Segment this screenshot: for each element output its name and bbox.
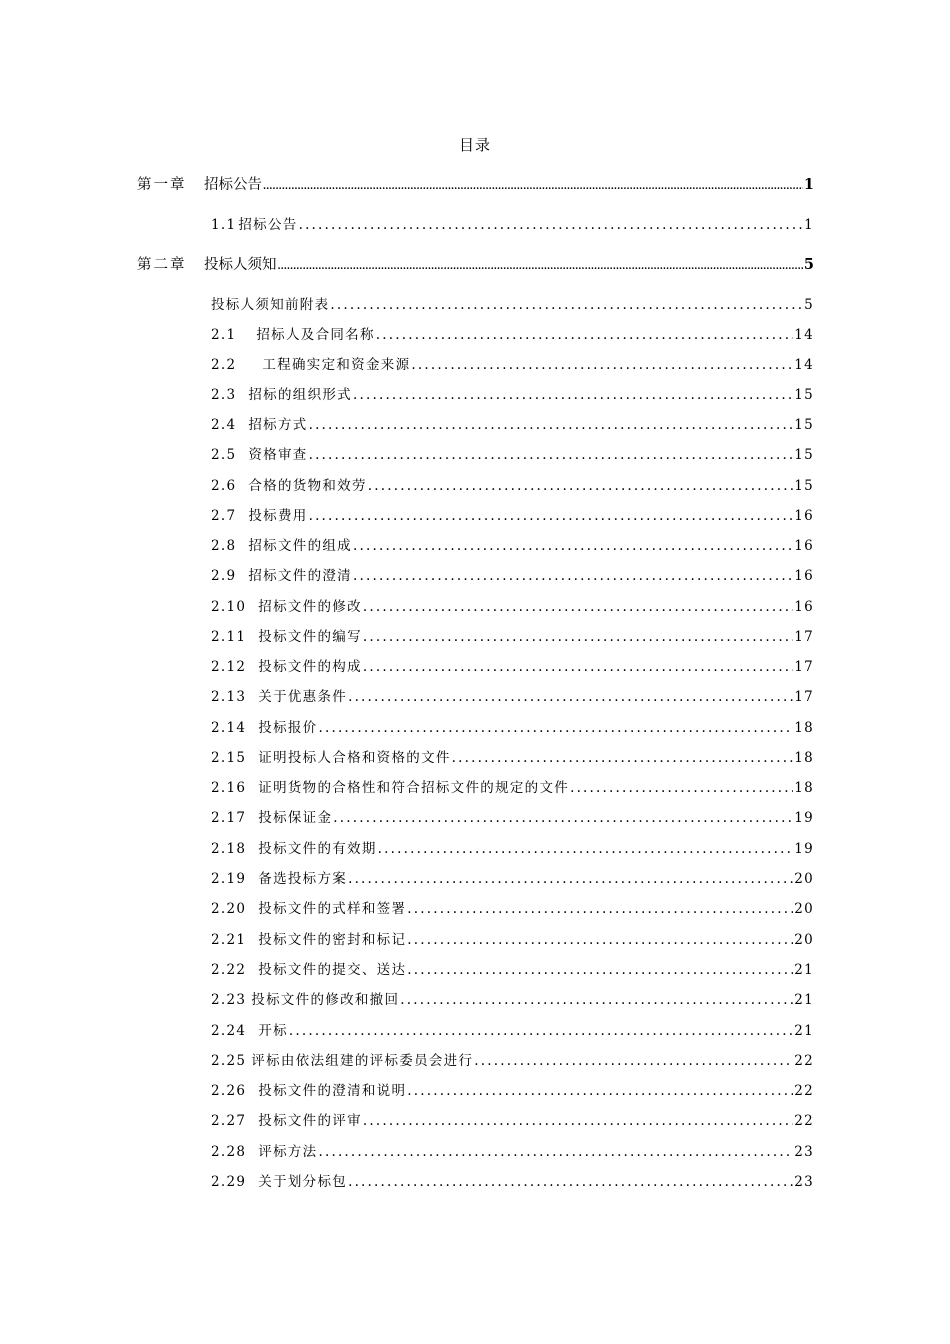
toc-section-entry[interactable] xyxy=(211,1140,814,1160)
toc-page-number: 16 xyxy=(794,599,814,615)
toc-entry-text: 招标公告 xyxy=(204,177,262,193)
dot-leader xyxy=(348,689,793,705)
toc-entry-label xyxy=(211,1140,317,1160)
toc-entry-label xyxy=(211,1109,362,1129)
dot-leader xyxy=(309,417,794,433)
toc-entry-text: 投标文件的提交、送达 xyxy=(258,962,407,978)
dot-leader xyxy=(289,1023,793,1039)
toc-entry-number: 2.1 xyxy=(211,327,237,343)
toc-entry-number: 2.28 xyxy=(211,1144,247,1160)
toc-page-number: 15 xyxy=(794,447,814,463)
toc-section-entry[interactable] xyxy=(211,474,814,494)
dot-leader xyxy=(407,901,793,917)
toc-page-number: 1 xyxy=(803,176,814,193)
toc-entry-label xyxy=(211,443,308,463)
toc-section-entry[interactable] xyxy=(211,1170,814,1190)
dot-leader xyxy=(330,297,803,313)
toc-entry-text: 招标的组织形式 xyxy=(248,387,352,403)
toc-page-number: 19 xyxy=(794,841,814,857)
toc-entry-text: 招标公告 xyxy=(238,217,298,233)
toc-page-number: 22 xyxy=(794,1113,814,1129)
dot-leader xyxy=(411,357,793,373)
toc-entry-text: 评标由依法组建的评标委员会进行 xyxy=(251,1053,474,1069)
toc-entry-number: 2.9 xyxy=(211,568,237,584)
toc-entry-number: 2.22 xyxy=(211,962,247,978)
toc-page-number: 19 xyxy=(794,810,814,826)
toc-page-number: 20 xyxy=(794,901,814,917)
toc-entry-text: 开标 xyxy=(258,1023,288,1039)
toc-page-number: 15 xyxy=(794,478,814,494)
toc-entry-text: 投标文件的有效期 xyxy=(258,841,377,857)
toc-entry-text: 合格的货物和效劳 xyxy=(248,478,367,494)
toc-section-entry[interactable] xyxy=(211,383,814,403)
dot-leader xyxy=(318,1144,793,1160)
toc-page-number: 15 xyxy=(794,387,814,403)
toc-entry-text: 关于划分标包 xyxy=(258,1174,348,1190)
toc-entry-label xyxy=(211,383,352,403)
dot-leader xyxy=(348,871,793,887)
toc-section-entry[interactable] xyxy=(211,1079,814,1099)
toc-page-number: 20 xyxy=(794,932,814,948)
toc-entry-number: 2.6 xyxy=(211,478,237,494)
toc-section-entry[interactable] xyxy=(211,443,814,463)
dot-leader xyxy=(353,387,793,403)
dot-leader xyxy=(363,599,793,615)
toc-page-number: 18 xyxy=(794,750,814,766)
dot-leader xyxy=(363,1113,793,1129)
toc-entry-number: 2.5 xyxy=(211,447,237,463)
toc-entry-text: 投标报价 xyxy=(258,720,318,736)
dot-leader xyxy=(474,1053,793,1069)
toc-page-number: 5 xyxy=(803,256,814,273)
toc-entry-text: 投标人须知前附表 xyxy=(211,297,330,313)
toc-section-entry[interactable] xyxy=(211,534,814,554)
toc-section-entry[interactable] xyxy=(211,867,814,887)
toc-entry-text: 招标文件的组成 xyxy=(248,538,352,554)
toc-entry-number: 2.24 xyxy=(211,1023,247,1039)
toc-entry-number: 2.19 xyxy=(211,871,247,887)
toc-page-number: 14 xyxy=(794,327,814,343)
toc-entry-number: 2.18 xyxy=(211,841,247,857)
toc-entry-number: 2.3 xyxy=(211,387,237,403)
toc-entry-text: 招标方式 xyxy=(248,417,308,433)
toc-entry-label xyxy=(211,1019,288,1039)
toc-page-number: 23 xyxy=(794,1174,814,1190)
dot-leader xyxy=(376,327,793,343)
toc-page-number: 5 xyxy=(804,297,814,313)
toc-entry-text: 关于优惠条件 xyxy=(258,689,348,705)
toc-entry-label xyxy=(211,474,367,494)
dot-leader xyxy=(353,538,793,554)
toc-entry-label xyxy=(211,928,406,948)
toc-entry-text: 评标方法 xyxy=(258,1144,318,1160)
toc-entry-label xyxy=(211,958,406,978)
dot-leader xyxy=(263,177,803,193)
toc-page-number: 22 xyxy=(794,1083,814,1099)
toc-page-number: 18 xyxy=(794,780,814,796)
dot-leader xyxy=(407,932,793,948)
toc-section-entry[interactable] xyxy=(211,1019,814,1039)
toc-entry-label xyxy=(211,564,352,584)
toc-page-number: 21 xyxy=(794,992,814,1008)
toc-entry-text: 投标文件的密封和标记 xyxy=(258,932,407,948)
toc-entry-text: 招标人及合同名称 xyxy=(256,327,375,343)
toc-page-number: 20 xyxy=(794,871,814,887)
toc-entry-number: 2.4 xyxy=(211,417,237,433)
toc-entry-number: 2.13 xyxy=(211,689,247,705)
toc-entry-text: 投标文件的编写 xyxy=(258,629,362,645)
toc-entry-number: 2.12 xyxy=(211,659,247,675)
dot-leader xyxy=(309,447,794,463)
toc-entry-label xyxy=(211,293,329,313)
toc-entry-text: 投标费用 xyxy=(248,508,308,524)
toc-section-entry[interactable] xyxy=(211,595,814,615)
dot-leader xyxy=(363,629,793,645)
toc-section-entry[interactable] xyxy=(211,504,814,524)
toc-entry-label xyxy=(211,353,410,373)
toc-section-entry[interactable] xyxy=(211,988,814,1008)
toc-entry-text: 资格审查 xyxy=(248,447,308,463)
toc-entry-label xyxy=(211,1170,347,1190)
toc-entry-label xyxy=(211,685,347,705)
toc-entry-number: 2.20 xyxy=(211,901,247,917)
toc-entry-label xyxy=(211,776,569,796)
toc-entry-label xyxy=(211,534,352,554)
toc-entry-number: 2.14 xyxy=(211,720,247,736)
toc-entry-number: 2.8 xyxy=(211,538,237,554)
toc-entry-number: 2.25 xyxy=(211,1053,247,1069)
toc-entry-number: 2.15 xyxy=(211,750,247,766)
toc-page-number: 21 xyxy=(794,962,814,978)
toc-page-number: 17 xyxy=(794,689,814,705)
toc-entry-number: 第一章 xyxy=(137,177,187,193)
toc-section-entry[interactable] xyxy=(211,746,814,766)
toc-page-number: 14 xyxy=(794,357,814,373)
toc-page-number: 21 xyxy=(794,1023,814,1039)
toc-entry-number: 2.11 xyxy=(211,629,247,645)
toc-section-entry[interactable] xyxy=(211,716,814,736)
toc-page-number: 17 xyxy=(794,659,814,675)
toc-entry-text: 投标人须知 xyxy=(204,257,277,273)
toc-entry-text: 投标保证金 xyxy=(258,810,333,826)
toc-entry-number: 2.10 xyxy=(211,599,247,615)
dot-leader xyxy=(407,1083,793,1099)
toc-entry-label xyxy=(211,716,317,736)
toc-entry-label xyxy=(211,897,406,917)
toc-entry-label xyxy=(211,867,347,887)
toc-entry-text: 证明货物的合格性和符合招标文件的规定的文件 xyxy=(258,780,570,796)
toc-entry-label xyxy=(211,595,362,615)
dot-leader xyxy=(318,720,793,736)
dot-leader xyxy=(400,992,793,1008)
dot-leader xyxy=(333,810,793,826)
toc-page-number: 16 xyxy=(794,568,814,584)
toc-section-entry[interactable] xyxy=(211,897,814,917)
toc-entry-text: 投标文件的式样和签署 xyxy=(258,901,407,917)
toc-section-entry[interactable] xyxy=(211,1109,814,1129)
toc-entry-text: 备选投标方案 xyxy=(258,871,348,887)
dot-leader xyxy=(452,750,794,766)
toc-entry-number: 2.29 xyxy=(211,1174,247,1190)
toc-entry-text: 招标文件的修改 xyxy=(258,599,362,615)
toc-entry-number: 2.26 xyxy=(211,1083,247,1099)
toc-page-number: 22 xyxy=(794,1053,814,1069)
toc-page-number: 17 xyxy=(794,629,814,645)
toc-entry-number: 1.1 xyxy=(211,217,237,233)
toc-entry-label xyxy=(211,1049,473,1069)
toc-section-entry[interactable] xyxy=(211,413,814,433)
toc-entry-label xyxy=(211,413,308,433)
toc-section-entry[interactable] xyxy=(211,1049,814,1069)
dot-leader xyxy=(278,257,803,273)
toc-entry-label xyxy=(211,988,399,1008)
toc-page-number: 15 xyxy=(794,417,814,433)
toc-entry-label xyxy=(137,253,277,274)
toc-section-entry[interactable] xyxy=(211,928,814,948)
toc-entry-number: 2.17 xyxy=(211,810,247,826)
toc-entry-label xyxy=(211,655,362,675)
dot-leader xyxy=(407,962,793,978)
toc-section-entry[interactable] xyxy=(211,625,814,645)
dot-leader xyxy=(353,568,793,584)
toc-entry-text: 证明投标人合格和资格的文件 xyxy=(258,750,451,766)
toc-entry-number: 2.7 xyxy=(211,508,237,524)
toc-section-entry[interactable] xyxy=(211,564,814,584)
toc-entry-label xyxy=(211,625,362,645)
toc-entry-number: 2.27 xyxy=(211,1113,247,1129)
toc-page-number: 1 xyxy=(804,217,814,233)
toc-entry-number: 2.16 xyxy=(211,780,247,796)
toc-section-entry[interactable] xyxy=(211,837,814,857)
toc-page-number: 18 xyxy=(794,720,814,736)
toc-entry-text: 投标文件的修改和撤回 xyxy=(251,992,400,1008)
toc-entry-label xyxy=(211,837,377,857)
page-title: 目录 xyxy=(458,136,491,154)
toc-page-number: 16 xyxy=(794,508,814,524)
toc-entry-number: 2.2 xyxy=(211,357,237,373)
toc-entry-number: 2.23 xyxy=(211,992,247,1008)
toc-entry-number: 第二章 xyxy=(137,257,187,273)
toc-entry-text: 招标文件的澄清 xyxy=(248,568,352,584)
toc-chapter-entry[interactable] xyxy=(137,173,814,194)
toc-page-number: 23 xyxy=(794,1144,814,1160)
toc-entry-text: 投标文件的澄清和说明 xyxy=(258,1083,407,1099)
toc-section-entry[interactable] xyxy=(211,806,814,826)
dot-leader xyxy=(368,478,793,494)
toc-section-entry[interactable] xyxy=(211,293,814,313)
toc-entry-text: 投标文件的评审 xyxy=(258,1113,362,1129)
dot-leader xyxy=(299,217,804,233)
dot-leader xyxy=(378,841,794,857)
toc-section-entry[interactable] xyxy=(211,655,814,675)
toc-section-entry[interactable] xyxy=(211,353,814,373)
toc-section-entry[interactable] xyxy=(211,958,814,978)
dot-leader xyxy=(348,1174,793,1190)
toc-entry-label xyxy=(211,504,308,524)
dot-leader xyxy=(309,508,794,524)
toc-entry-text: 工程确实定和资金来源 xyxy=(262,357,411,373)
toc-section-entry[interactable] xyxy=(211,213,814,233)
toc-entry-label xyxy=(211,213,298,233)
toc-entry-label xyxy=(211,746,451,766)
toc-entry-label xyxy=(211,806,332,826)
toc-entry-label xyxy=(137,173,262,194)
dot-leader xyxy=(570,780,793,796)
toc-entry-number: 2.21 xyxy=(211,932,247,948)
toc-section-entry[interactable] xyxy=(211,323,814,343)
toc-entry-label xyxy=(211,323,375,343)
toc-section-entry[interactable] xyxy=(211,776,814,796)
toc-entry-label xyxy=(211,1079,406,1099)
toc-chapter-entry[interactable] xyxy=(137,253,814,274)
dot-leader xyxy=(363,659,793,675)
toc-page-number: 16 xyxy=(794,538,814,554)
toc-section-entry[interactable] xyxy=(211,685,814,705)
toc-entry-text: 投标文件的构成 xyxy=(258,659,362,675)
